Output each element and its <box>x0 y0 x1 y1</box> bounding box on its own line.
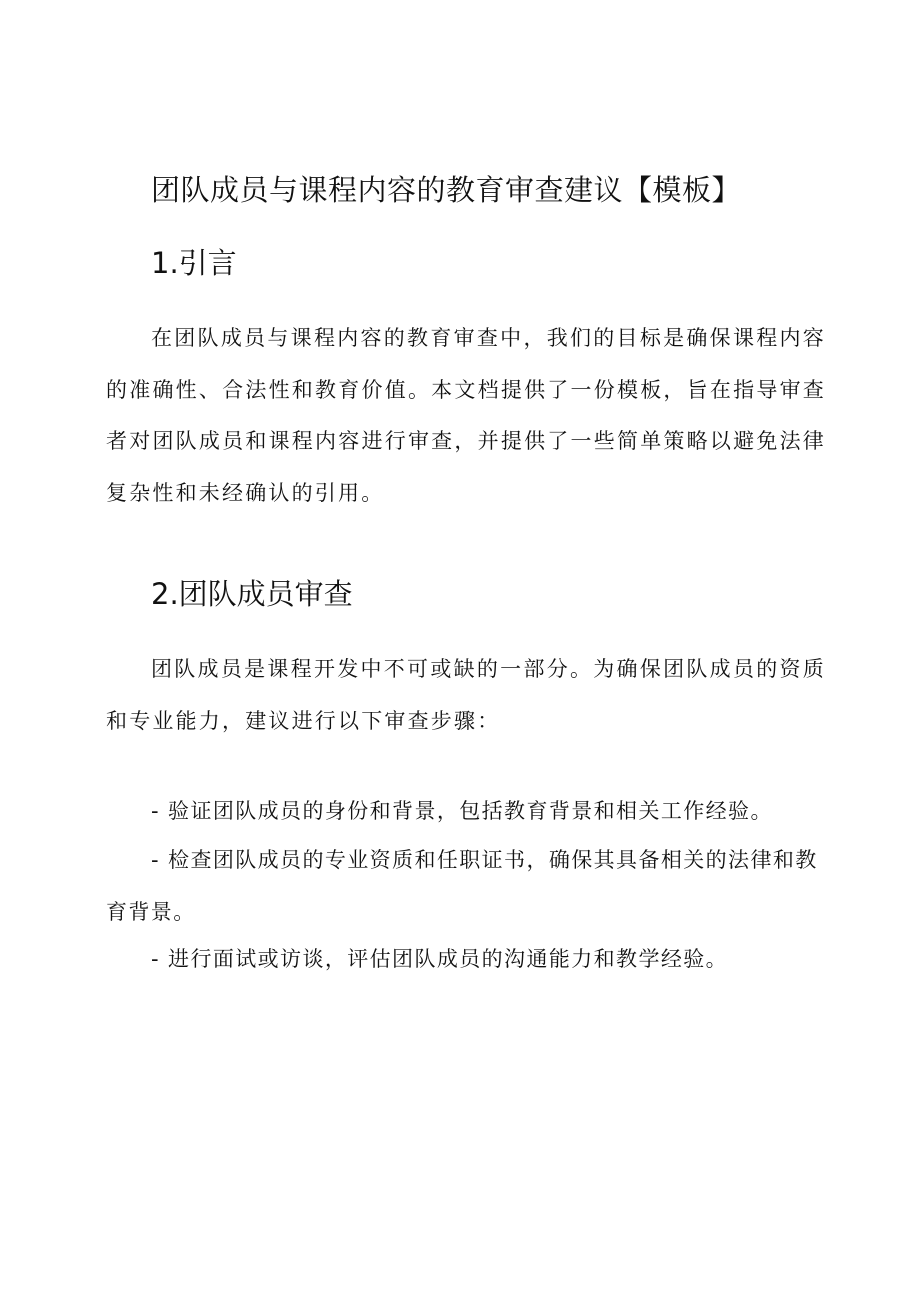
list-item: - 检查团队成员的专业资质和任职证书，确保其具备相关的法律和教育背景。 <box>106 848 818 924</box>
list-item: - 验证团队成员的身份和背景，包括教育背景和相关工作经验。 <box>151 799 773 823</box>
list-item: - 进行面试或访谈，评估团队成员的沟通能力和教学经验。 <box>151 947 729 971</box>
document-title: 团队成员与课程内容的教育审查建议【模板】 <box>151 173 742 207</box>
section-heading-introduction: 1.引言 <box>151 246 237 280</box>
team-review-paragraph: 团队成员是课程开发中不可或缺的一部分。为确保团队成员的资质和专业能力，建议进行以下审查步骤： <box>106 657 826 733</box>
section-heading-team-review: 2.团队成员审查 <box>151 577 353 611</box>
introduction-paragraph: 在团队成员与课程内容的教育审查中，我们的目标是确保课程内容的准确性、合法性和教育价值。本文档提供了一份模板，旨在指导审查者对团队成员和课程内容进行审查，并提供了一些简单策略以避免法律复杂性和未经确认的引用。 <box>106 326 826 505</box>
